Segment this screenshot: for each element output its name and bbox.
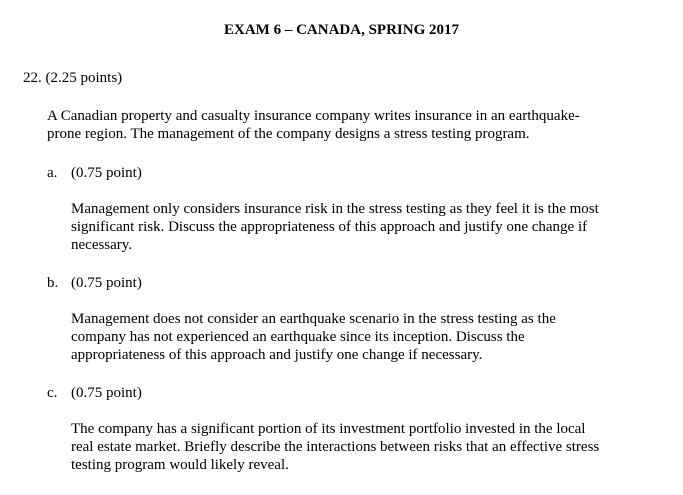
part-b-label bbox=[47, 274, 142, 292]
part-letter: c. bbox=[47, 385, 58, 401]
part-points: (0.75 point) bbox=[71, 165, 142, 181]
part-line: appropriateness of this approach and justify one change if necessary. bbox=[71, 347, 483, 363]
part-c-text bbox=[71, 420, 651, 474]
part-letter: a. bbox=[47, 165, 58, 181]
question-number-points: 22. (2.25 points) bbox=[23, 70, 123, 86]
part-line: significant risk. Discuss the appropriateness of this approach and justify one change if bbox=[71, 219, 588, 235]
part-b-text bbox=[71, 310, 651, 364]
part-line: Management only considers insurance risk in the stress testing as they feel it is the most bbox=[71, 201, 599, 217]
part-points: (0.75 point) bbox=[71, 385, 142, 401]
part-line: company has not experienced an earthquake since its inception. Discuss the bbox=[71, 329, 525, 345]
part-line: necessary. bbox=[71, 237, 133, 253]
part-points: (0.75 point) bbox=[71, 275, 142, 291]
intro-line: prone region. The management of the company designs a stress testing program. bbox=[47, 126, 530, 142]
part-line: Management does not consider an earthquake scenario in the stress testing as the bbox=[71, 311, 556, 327]
part-c-label bbox=[47, 384, 142, 402]
exam-title: EXAM 6 – CANADA, SPRING 2017 bbox=[224, 22, 459, 38]
part-line: real estate market. Briefly describe the interactions between risks that an effective stress bbox=[71, 439, 600, 455]
part-line: The company has a significant portion of its investment portfolio invested in the local bbox=[71, 421, 586, 437]
part-a-text bbox=[71, 200, 651, 254]
question-intro bbox=[47, 107, 657, 143]
part-line: testing program would likely reveal. bbox=[71, 457, 289, 473]
part-letter: b. bbox=[47, 275, 59, 291]
part-a-label bbox=[47, 164, 142, 182]
intro-line: A Canadian property and casualty insurance company writes insurance in an earthquake- bbox=[47, 108, 580, 124]
